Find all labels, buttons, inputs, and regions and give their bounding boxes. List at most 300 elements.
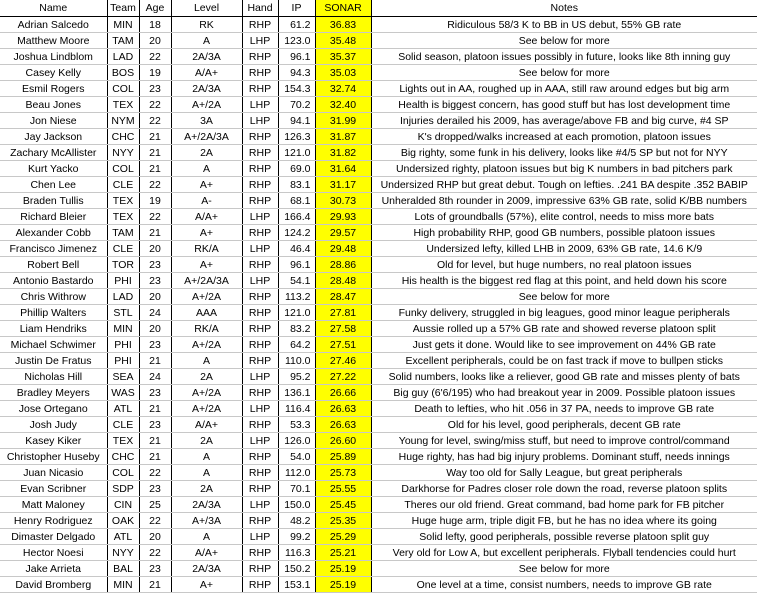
- table-row: [0, 257, 757, 273]
- cell-notes: Theres our old friend. Great command, bad home park for FB pitcher: [371, 497, 757, 513]
- cell-ip: 113.2: [278, 289, 315, 305]
- cell-age: 23: [139, 417, 171, 433]
- cell-age: 23: [139, 481, 171, 497]
- cell-hand: LHP: [242, 529, 278, 545]
- table-row: [0, 577, 757, 593]
- cell-team: LAD: [107, 289, 139, 305]
- cell-hand: RHP: [242, 305, 278, 321]
- cell-level: A+/2A: [171, 289, 242, 305]
- cell-team: SDP: [107, 481, 139, 497]
- cell-hand: RHP: [242, 145, 278, 161]
- cell-name: Beau Jones: [0, 97, 107, 113]
- cell-name: Hector Noesi: [0, 545, 107, 561]
- cell-team: BAL: [107, 561, 139, 577]
- cell-hand: RHP: [242, 577, 278, 593]
- cell-hand: RHP: [242, 289, 278, 305]
- cell-sonar: 25.21: [315, 545, 371, 561]
- cell-level: A+: [171, 225, 242, 241]
- table-row: [0, 193, 757, 209]
- cell-level: 2A/3A: [171, 497, 242, 513]
- table-row: [0, 401, 757, 417]
- cell-sonar: 27.46: [315, 353, 371, 369]
- cell-sonar: 32.74: [315, 81, 371, 97]
- cell-hand: RHP: [242, 49, 278, 65]
- table-row: [0, 49, 757, 65]
- cell-team: PHI: [107, 353, 139, 369]
- cell-sonar: 27.81: [315, 305, 371, 321]
- cell-hand: RHP: [242, 193, 278, 209]
- cell-level: 2A/3A: [171, 561, 242, 577]
- cell-level: A/A+: [171, 417, 242, 433]
- cell-notes: Way too old for Sally League, but great peripherals: [371, 465, 757, 481]
- cell-sonar: 27.22: [315, 369, 371, 385]
- cell-level: A+/2A: [171, 337, 242, 353]
- cell-sonar: 32.40: [315, 97, 371, 113]
- cell-ip: 95.2: [278, 369, 315, 385]
- cell-sonar: 25.55: [315, 481, 371, 497]
- cell-sonar: 28.86: [315, 257, 371, 273]
- table-row: [0, 561, 757, 577]
- table-row: [0, 273, 757, 289]
- cell-hand: LHP: [242, 241, 278, 257]
- cell-sonar: 25.19: [315, 577, 371, 593]
- cell-level: A/A+: [171, 209, 242, 225]
- cell-level: A: [171, 161, 242, 177]
- table-row: [0, 305, 757, 321]
- cell-level: RK/A: [171, 321, 242, 337]
- cell-hand: RHP: [242, 481, 278, 497]
- cell-team: TAM: [107, 225, 139, 241]
- cell-level: 2A: [171, 433, 242, 449]
- cell-level: A+/3A: [171, 513, 242, 529]
- cell-hand: RHP: [242, 81, 278, 97]
- cell-sonar: 35.03: [315, 65, 371, 81]
- cell-ip: 83.1: [278, 177, 315, 193]
- cell-ip: 68.1: [278, 193, 315, 209]
- cell-ip: 94.1: [278, 113, 315, 129]
- cell-age: 20: [139, 241, 171, 257]
- cell-team: MIN: [107, 17, 139, 33]
- cell-sonar: 25.45: [315, 497, 371, 513]
- cell-age: 21: [139, 225, 171, 241]
- cell-age: 19: [139, 65, 171, 81]
- cell-notes: Old for level, but huge numbers, no real platoon issues: [371, 257, 757, 273]
- cell-name: Justin De Fratus: [0, 353, 107, 369]
- cell-sonar: 30.73: [315, 193, 371, 209]
- table-row: [0, 209, 757, 225]
- cell-team: TAM: [107, 33, 139, 49]
- cell-ip: 124.2: [278, 225, 315, 241]
- cell-name: Jake Arrieta: [0, 561, 107, 577]
- cell-sonar: 29.57: [315, 225, 371, 241]
- cell-notes: His health is the biggest red flag at this point, and held down his score: [371, 273, 757, 289]
- cell-sonar: 35.37: [315, 49, 371, 65]
- cell-age: 21: [139, 449, 171, 465]
- cell-sonar: 35.48: [315, 33, 371, 49]
- cell-level: AAA: [171, 305, 242, 321]
- cell-name: Josh Judy: [0, 417, 107, 433]
- table-row: [0, 545, 757, 561]
- cell-team: NYY: [107, 545, 139, 561]
- cell-ip: 123.0: [278, 33, 315, 49]
- cell-level: A+: [171, 257, 242, 273]
- cell-name: Casey Kelly: [0, 65, 107, 81]
- cell-level: A/A+: [171, 545, 242, 561]
- table-row: [0, 33, 757, 49]
- cell-ip: 94.3: [278, 65, 315, 81]
- cell-ip: 150.2: [278, 561, 315, 577]
- cell-ip: 48.2: [278, 513, 315, 529]
- cell-team: MIN: [107, 321, 139, 337]
- table-row: [0, 385, 757, 401]
- cell-ip: 54.1: [278, 273, 315, 289]
- header-ip: IP: [278, 0, 315, 17]
- cell-hand: RHP: [242, 129, 278, 145]
- cell-notes: Death to lefties, who hit .056 in 37 PA, needs to improve GB rate: [371, 401, 757, 417]
- cell-team: NYY: [107, 145, 139, 161]
- cell-age: 24: [139, 369, 171, 385]
- cell-ip: 96.1: [278, 49, 315, 65]
- cell-hand: RHP: [242, 417, 278, 433]
- cell-age: 21: [139, 129, 171, 145]
- cell-age: 23: [139, 257, 171, 273]
- cell-age: 20: [139, 321, 171, 337]
- cell-name: David Bromberg: [0, 577, 107, 593]
- cell-ip: 116.4: [278, 401, 315, 417]
- cell-team: CIN: [107, 497, 139, 513]
- cell-ip: 150.0: [278, 497, 315, 513]
- cell-notes: See below for more: [371, 289, 757, 305]
- cell-hand: RHP: [242, 257, 278, 273]
- cell-sonar: 28.48: [315, 273, 371, 289]
- cell-sonar: 28.47: [315, 289, 371, 305]
- cell-ip: 70.2: [278, 97, 315, 113]
- table-row: [0, 17, 757, 33]
- cell-level: A: [171, 353, 242, 369]
- cell-ip: 70.1: [278, 481, 315, 497]
- cell-level: A+/2A: [171, 97, 242, 113]
- cell-team: COL: [107, 81, 139, 97]
- cell-name: Henry Rodriguez: [0, 513, 107, 529]
- table-row: [0, 481, 757, 497]
- cell-age: 22: [139, 513, 171, 529]
- cell-sonar: 31.99: [315, 113, 371, 129]
- cell-ip: 99.2: [278, 529, 315, 545]
- cell-team: COL: [107, 465, 139, 481]
- cell-notes: One level at a time, consist numbers, needs to improve GB rate: [371, 577, 757, 593]
- table-row: [0, 97, 757, 113]
- cell-sonar: 25.73: [315, 465, 371, 481]
- cell-hand: RHP: [242, 337, 278, 353]
- cell-notes: Old for his level, good peripherals, decent GB rate: [371, 417, 757, 433]
- cell-team: PHI: [107, 337, 139, 353]
- cell-name: Evan Scribner: [0, 481, 107, 497]
- cell-name: Matt Maloney: [0, 497, 107, 513]
- cell-hand: RHP: [242, 353, 278, 369]
- cell-sonar: 36.83: [315, 17, 371, 33]
- cell-name: Jose Ortegano: [0, 401, 107, 417]
- cell-level: RK/A: [171, 241, 242, 257]
- cell-team: STL: [107, 305, 139, 321]
- header-age: Age: [139, 0, 171, 17]
- table-body: [0, 17, 757, 593]
- cell-name: Jay Jackson: [0, 129, 107, 145]
- cell-age: 25: [139, 497, 171, 513]
- cell-hand: RHP: [242, 465, 278, 481]
- table-row: [0, 353, 757, 369]
- cell-ip: 46.4: [278, 241, 315, 257]
- cell-level: A+/2A: [171, 385, 242, 401]
- cell-sonar: 26.60: [315, 433, 371, 449]
- cell-ip: 61.2: [278, 17, 315, 33]
- cell-hand: LHP: [242, 209, 278, 225]
- cell-level: A+/2A: [171, 401, 242, 417]
- cell-notes: Funky delivery, struggled in big leagues, good minor league peripherals: [371, 305, 757, 321]
- cell-level: 2A: [171, 481, 242, 497]
- table-row: [0, 529, 757, 545]
- cell-name: Jon Niese: [0, 113, 107, 129]
- cell-age: 18: [139, 17, 171, 33]
- table-row: [0, 225, 757, 241]
- cell-hand: RHP: [242, 561, 278, 577]
- cell-sonar: 26.63: [315, 417, 371, 433]
- cell-level: A: [171, 33, 242, 49]
- cell-sonar: 31.82: [315, 145, 371, 161]
- cell-age: 21: [139, 401, 171, 417]
- header-level: Level: [171, 0, 242, 17]
- cell-team: CHC: [107, 449, 139, 465]
- cell-ip: 116.3: [278, 545, 315, 561]
- cell-name: Chen Lee: [0, 177, 107, 193]
- cell-level: 2A/3A: [171, 49, 242, 65]
- cell-name: Alexander Cobb: [0, 225, 107, 241]
- table-row: [0, 513, 757, 529]
- cell-team: COL: [107, 161, 139, 177]
- cell-notes: Big righty, some funk in his delivery, looks like #4/5 SP but not for NYY: [371, 145, 757, 161]
- cell-notes: Health is biggest concern, has good stuff but has lost development time: [371, 97, 757, 113]
- cell-level: A: [171, 465, 242, 481]
- cell-team: SEA: [107, 369, 139, 385]
- table-row: [0, 321, 757, 337]
- cell-hand: RHP: [242, 449, 278, 465]
- header-team: Team: [107, 0, 139, 17]
- table-row: [0, 145, 757, 161]
- header-hand: Hand: [242, 0, 278, 17]
- header-notes: Notes: [371, 0, 757, 17]
- cell-level: A: [171, 449, 242, 465]
- cell-notes: Aussie rolled up a 57% GB rate and showed reverse platoon split: [371, 321, 757, 337]
- cell-sonar: 29.48: [315, 241, 371, 257]
- cell-notes: Huge righty, has had big injury problems. Dominant stuff, needs innings: [371, 449, 757, 465]
- cell-level: 3A: [171, 113, 242, 129]
- cell-hand: RHP: [242, 161, 278, 177]
- cell-hand: LHP: [242, 97, 278, 113]
- cell-sonar: 31.87: [315, 129, 371, 145]
- cell-level: A: [171, 529, 242, 545]
- cell-team: CLE: [107, 177, 139, 193]
- cell-age: 21: [139, 353, 171, 369]
- cell-ip: 126.0: [278, 433, 315, 449]
- cell-name: Chris Withrow: [0, 289, 107, 305]
- cell-name: Joshua Lindblom: [0, 49, 107, 65]
- cell-age: 23: [139, 561, 171, 577]
- cell-hand: LHP: [242, 369, 278, 385]
- cell-name: Robert Bell: [0, 257, 107, 273]
- table-row: [0, 289, 757, 305]
- cell-ip: 154.3: [278, 81, 315, 97]
- cell-notes: See below for more: [371, 561, 757, 577]
- cell-notes: Excellent peripherals, could be on fast track if move to bullpen sticks: [371, 353, 757, 369]
- cell-hand: LHP: [242, 273, 278, 289]
- header-sonar: SONAR: [315, 0, 371, 17]
- table-row: [0, 369, 757, 385]
- cell-sonar: 25.29: [315, 529, 371, 545]
- cell-name: Nicholas Hill: [0, 369, 107, 385]
- cell-age: 20: [139, 529, 171, 545]
- cell-notes: Big guy (6'6/195) who had breakout year in 2009. Possible platoon issues: [371, 385, 757, 401]
- cell-notes: Huge huge arm, triple digit FB, but he has no idea where its going: [371, 513, 757, 529]
- cell-level: RK: [171, 17, 242, 33]
- cell-team: BOS: [107, 65, 139, 81]
- cell-team: TEX: [107, 97, 139, 113]
- cell-age: 22: [139, 177, 171, 193]
- cell-team: MIN: [107, 577, 139, 593]
- table-row: [0, 337, 757, 353]
- cell-age: 21: [139, 145, 171, 161]
- cell-name: Richard Bleier: [0, 209, 107, 225]
- cell-age: 21: [139, 577, 171, 593]
- cell-notes: Ridiculous 58/3 K to BB in US debut, 55% GB rate: [371, 17, 757, 33]
- cell-team: CLE: [107, 241, 139, 257]
- cell-notes: Undersized righty, platoon issues but big K numbers in bad pitchers park: [371, 161, 757, 177]
- cell-hand: RHP: [242, 17, 278, 33]
- cell-name: Juan Nicasio: [0, 465, 107, 481]
- cell-ip: 126.3: [278, 129, 315, 145]
- cell-ip: 54.0: [278, 449, 315, 465]
- cell-age: 22: [139, 113, 171, 129]
- table-row: [0, 449, 757, 465]
- cell-hand: LHP: [242, 433, 278, 449]
- cell-notes: See below for more: [371, 33, 757, 49]
- cell-notes: Young for level, swing/miss stuff, but need to improve control/command: [371, 433, 757, 449]
- cell-sonar: 25.35: [315, 513, 371, 529]
- cell-notes: K's dropped/walks increased at each promotion, platoon issues: [371, 129, 757, 145]
- cell-age: 21: [139, 161, 171, 177]
- cell-team: TEX: [107, 193, 139, 209]
- cell-hand: RHP: [242, 225, 278, 241]
- cell-sonar: 26.66: [315, 385, 371, 401]
- cell-sonar: 25.89: [315, 449, 371, 465]
- cell-name: Bradley Meyers: [0, 385, 107, 401]
- cell-team: ATL: [107, 401, 139, 417]
- cell-notes: Undersized lefty, killed LHB in 2009, 63% GB rate, 14.6 K/9: [371, 241, 757, 257]
- cell-team: OAK: [107, 513, 139, 529]
- cell-name: Liam Hendriks: [0, 321, 107, 337]
- cell-team: TOR: [107, 257, 139, 273]
- header-row: [0, 0, 757, 17]
- cell-notes: Solid numbers, looks like a reliever, good GB rate and misses plenty of bats: [371, 369, 757, 385]
- cell-sonar: 31.17: [315, 177, 371, 193]
- cell-age: 23: [139, 273, 171, 289]
- cell-ip: 112.0: [278, 465, 315, 481]
- table-row: [0, 497, 757, 513]
- cell-level: 2A/3A: [171, 81, 242, 97]
- table-row: [0, 433, 757, 449]
- cell-level: A+/2A/3A: [171, 273, 242, 289]
- cell-age: 22: [139, 465, 171, 481]
- cell-name: Phillip Walters: [0, 305, 107, 321]
- cell-age: 22: [139, 545, 171, 561]
- cell-ip: 121.0: [278, 305, 315, 321]
- cell-team: TEX: [107, 209, 139, 225]
- cell-team: CHC: [107, 129, 139, 145]
- cell-notes: Unheralded 8th rounder in 2009, impressive 63% GB rate, solid K/BB numbers: [371, 193, 757, 209]
- cell-ip: 96.1: [278, 257, 315, 273]
- table-row: [0, 241, 757, 257]
- table-row: [0, 465, 757, 481]
- cell-team: TEX: [107, 433, 139, 449]
- cell-team: LAD: [107, 49, 139, 65]
- cell-name: Michael Schwimer: [0, 337, 107, 353]
- cell-level: 2A: [171, 145, 242, 161]
- cell-level: 2A: [171, 369, 242, 385]
- cell-sonar: 31.64: [315, 161, 371, 177]
- cell-hand: LHP: [242, 497, 278, 513]
- cell-hand: RHP: [242, 545, 278, 561]
- cell-sonar: 29.93: [315, 209, 371, 225]
- cell-hand: RHP: [242, 321, 278, 337]
- cell-ip: 166.4: [278, 209, 315, 225]
- cell-hand: RHP: [242, 513, 278, 529]
- cell-name: Dimaster Delgado: [0, 529, 107, 545]
- cell-notes: See below for more: [371, 65, 757, 81]
- cell-hand: LHP: [242, 401, 278, 417]
- cell-name: Francisco Jimenez: [0, 241, 107, 257]
- cell-age: 20: [139, 289, 171, 305]
- cell-age: 21: [139, 433, 171, 449]
- cell-team: NYM: [107, 113, 139, 129]
- cell-ip: 153.1: [278, 577, 315, 593]
- cell-hand: LHP: [242, 33, 278, 49]
- cell-notes: Lights out in AA, roughed up in AAA, still raw around edges but big arm: [371, 81, 757, 97]
- table-row: [0, 177, 757, 193]
- cell-age: 19: [139, 193, 171, 209]
- cell-age: 23: [139, 337, 171, 353]
- cell-notes: Very old for Low A, but excellent peripherals. Flyball tendencies could hurt: [371, 545, 757, 561]
- table-row: [0, 161, 757, 177]
- cell-hand: LHP: [242, 113, 278, 129]
- cell-hand: RHP: [242, 65, 278, 81]
- cell-ip: 121.0: [278, 145, 315, 161]
- cell-name: Zachary McAllister: [0, 145, 107, 161]
- cell-age: 22: [139, 209, 171, 225]
- cell-hand: RHP: [242, 385, 278, 401]
- cell-notes: Solid season, platoon issues possibly in future, looks like 8th inning guy: [371, 49, 757, 65]
- cell-age: 23: [139, 81, 171, 97]
- cell-sonar: 25.19: [315, 561, 371, 577]
- cell-notes: Darkhorse for Padres closer role down the road, reverse platoon splits: [371, 481, 757, 497]
- cell-level: A+/2A/3A: [171, 129, 242, 145]
- cell-sonar: 27.51: [315, 337, 371, 353]
- cell-name: Kasey Kiker: [0, 433, 107, 449]
- cell-name: Esmil Rogers: [0, 81, 107, 97]
- cell-age: 23: [139, 385, 171, 401]
- cell-notes: High probability RHP, good GB numbers, possible platoon issues: [371, 225, 757, 241]
- header-name: Name: [0, 0, 107, 17]
- cell-name: Antonio Bastardo: [0, 273, 107, 289]
- cell-age: 24: [139, 305, 171, 321]
- cell-ip: 69.0: [278, 161, 315, 177]
